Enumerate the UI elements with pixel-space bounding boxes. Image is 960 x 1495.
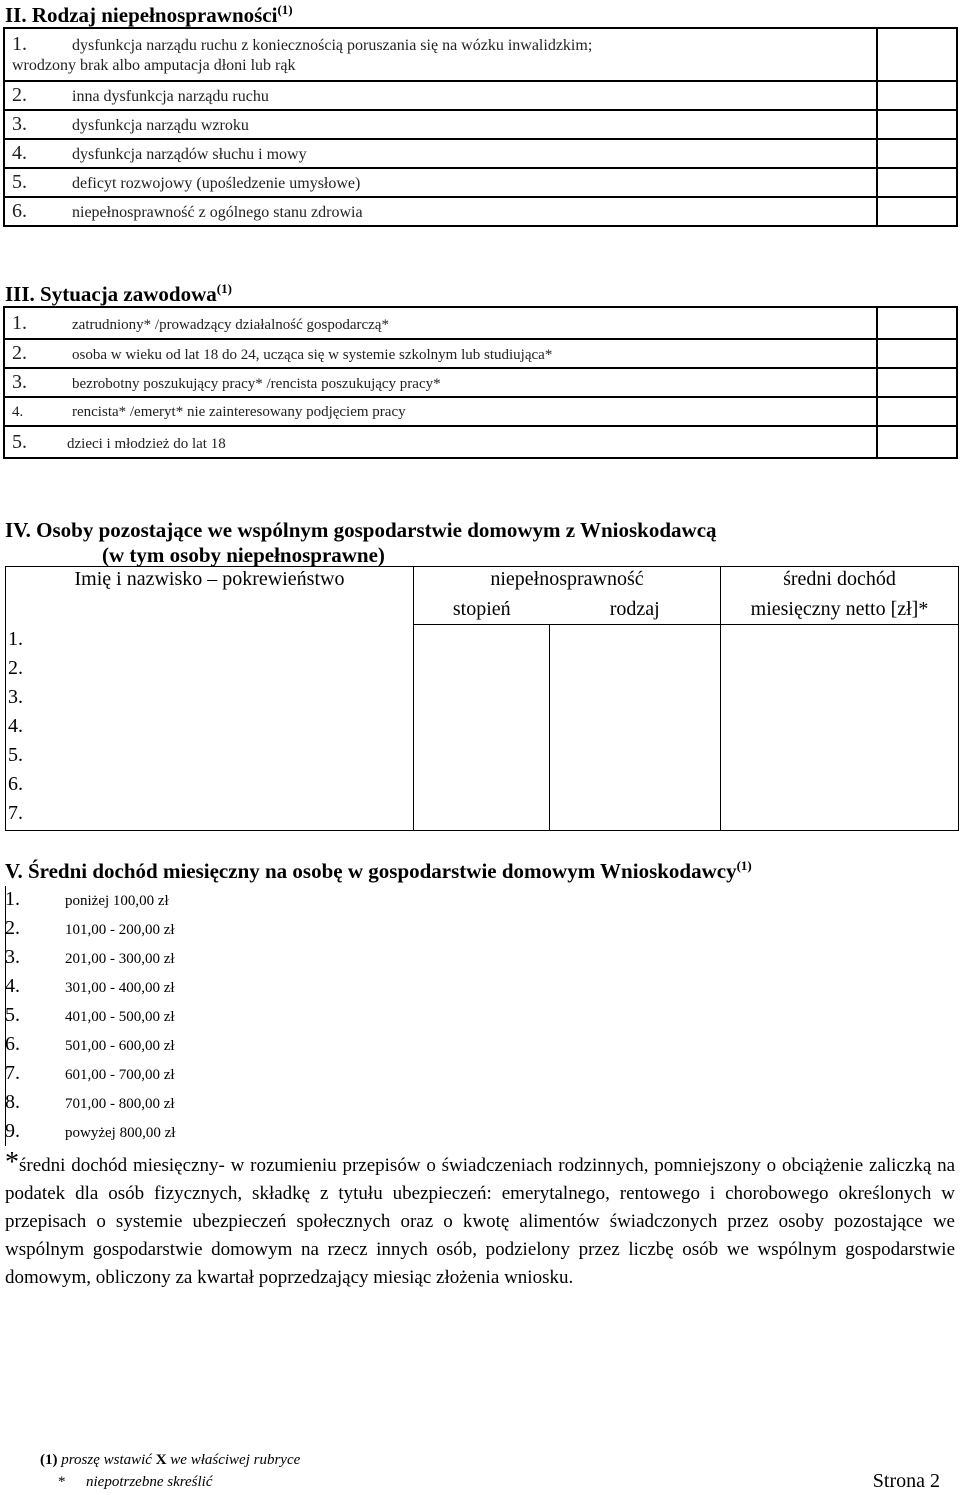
type-cell[interactable] [550,770,721,799]
checkbox-cell[interactable] [877,110,957,139]
income-cell[interactable] [721,799,959,831]
checkbox-cell[interactable] [877,426,957,458]
table-row: 5. dzieci i młodzież do lat 18 [4,426,957,458]
type-cell[interactable] [550,654,721,683]
col-header-type: rodzaj [550,598,721,625]
checkbox-cell[interactable] [877,197,957,226]
degree-cell[interactable] [414,654,550,683]
checkbox-cell[interactable] [877,307,957,339]
list-item[interactable]: 5. 401,00 - 500,00 zł [5,1004,175,1026]
table-row: 3. bezrobotny poszukujący pracy* /rencista poszukujący pracy* [4,368,957,397]
section-5-title: V. Średni dochód miesięczny na osobę w gospodarstwie domowym Wnioskodawcy$^{(1)}$ [5,858,752,883]
disability-type-table [3,27,958,227]
household-members-table [5,566,959,831]
section-4-title: IV. Osoby pozostające we wspólnym gospodarstwie domowym z Wnioskodawcą [5,518,717,542]
degree-cell[interactable] [414,741,550,770]
table-row: 4. rencista* /emeryt* nie zainteresowany podjęciem pracy [4,397,957,426]
type-cell[interactable] [550,712,721,741]
col-header-name: Imię i nazwisko – pokrewieństwo [6,567,414,598]
degree-cell[interactable] [414,683,550,712]
degree-cell[interactable] [414,799,550,831]
table-row: 5. [6,741,959,770]
type-cell[interactable] [550,799,721,831]
income-cell[interactable] [721,683,959,712]
table-row: 1. dysfunkcja narządu ruchu z koniecznością poruszania się na wózku inwalidzkim; wrodzony brak albo amputacja dłoni lub rąk [4,28,957,81]
type-cell[interactable] [550,741,721,770]
section-3-title: III. Sytuacja zawodowa$^{(1)}$ [5,281,232,306]
table-row: 1. [6,625,959,654]
checkbox-cell[interactable] [877,368,957,397]
income-cell[interactable] [721,712,959,741]
degree-cell[interactable] [414,625,550,654]
list-item[interactable]: 9. powyżej 800,00 zł [5,1120,176,1142]
table-row: 2. [6,654,959,683]
employment-status-table [3,306,958,459]
checkbox-cell[interactable] [877,339,957,368]
footnote-2: * niepotrzebne skreślić [58,1474,213,1490]
income-cell[interactable] [721,625,959,654]
table-row: 2. inna dysfunkcja narządu ruchu [4,81,957,110]
table-row: 3. [6,683,959,712]
list-item[interactable]: 2. 101,00 - 200,00 zł [5,917,175,939]
checkbox-cell[interactable] [877,139,957,168]
type-cell[interactable] [550,625,721,654]
list-item[interactable]: 3. 201,00 - 300,00 zł [5,946,175,968]
degree-cell[interactable] [414,770,550,799]
page-number: Strona 2 [872,1470,940,1492]
list-item[interactable]: 7. 601,00 - 700,00 zł [5,1062,175,1084]
income-definition-note: *średni dochód miesięczny- w rozumieniu przepisów o świadczeniach rodzinnych, pomniejszony o obciążenie zaliczką na podatek dla osób fizycznych, składkę z tytułu ubezpieczeń: emerytalnego, rentowego i chorobowego określonych w przepisach o systemie ubezpieczeń społecznych oraz o kwotę alimentów świadczonych przez osoby pozostające we wspólnym gospodarstwie domowym na rzecz innych osób, podzielony przez liczbę osób we wspólnym gospodarstwie domowym, obliczony za kwartał poprzedzający miesiąc złożenia wniosku. [5,1147,955,1288]
table-row: 5. deficyt rozwojowy (upośledzenie umysłowe) [4,168,957,197]
checkbox-cell[interactable] [877,397,957,426]
col-header-income-2: miesięczny netto [zł]* [721,598,959,625]
income-cell[interactable] [721,741,959,770]
list-item[interactable]: 4. 301,00 - 400,00 zł [5,975,175,997]
col-header-degree: stopień [414,598,550,625]
checkbox-cell[interactable] [877,28,957,81]
table-row: 1. zatrudniony* /prowadzący działalność gospodarczą* [4,307,957,339]
col-header-disability: niepełnosprawność [414,567,721,598]
footnote-1: (1) proszę wstawić X we właściwej rubryce [40,1452,301,1468]
table-row: 3. dysfunkcja narządu wzroku [4,110,957,139]
list-item[interactable]: 8. 701,00 - 800,00 zł [5,1091,175,1113]
col-header-income-1: średni dochód [721,567,959,598]
income-cell[interactable] [721,770,959,799]
table-row: 6. niepełnosprawność z ogólnego stanu zdrowia [4,197,957,226]
list-item[interactable]: 1. poniżej 100,00 zł [5,888,169,910]
section-4-subtitle: (w tym osoby niepełnosprawne) [102,543,385,567]
section-2-title: II. Rodzaj niepełnosprawności$^{(1)}$ [5,2,293,27]
checkbox-cell[interactable] [877,168,957,197]
degree-cell[interactable] [414,712,550,741]
table-row: 4. dysfunkcja narządów słuchu i mowy [4,139,957,168]
checkbox-cell[interactable] [877,81,957,110]
list-item[interactable]: 6. 501,00 - 600,00 zł [5,1033,175,1055]
table-row: 7. [6,799,959,831]
table-row: 6. [6,770,959,799]
type-cell[interactable] [550,683,721,712]
table-row: 2. osoba w wieku od lat 18 do 24, ucząca się w systemie szkolnym lub studiująca* [4,339,957,368]
table-row: 4. [6,712,959,741]
income-cell[interactable] [721,654,959,683]
